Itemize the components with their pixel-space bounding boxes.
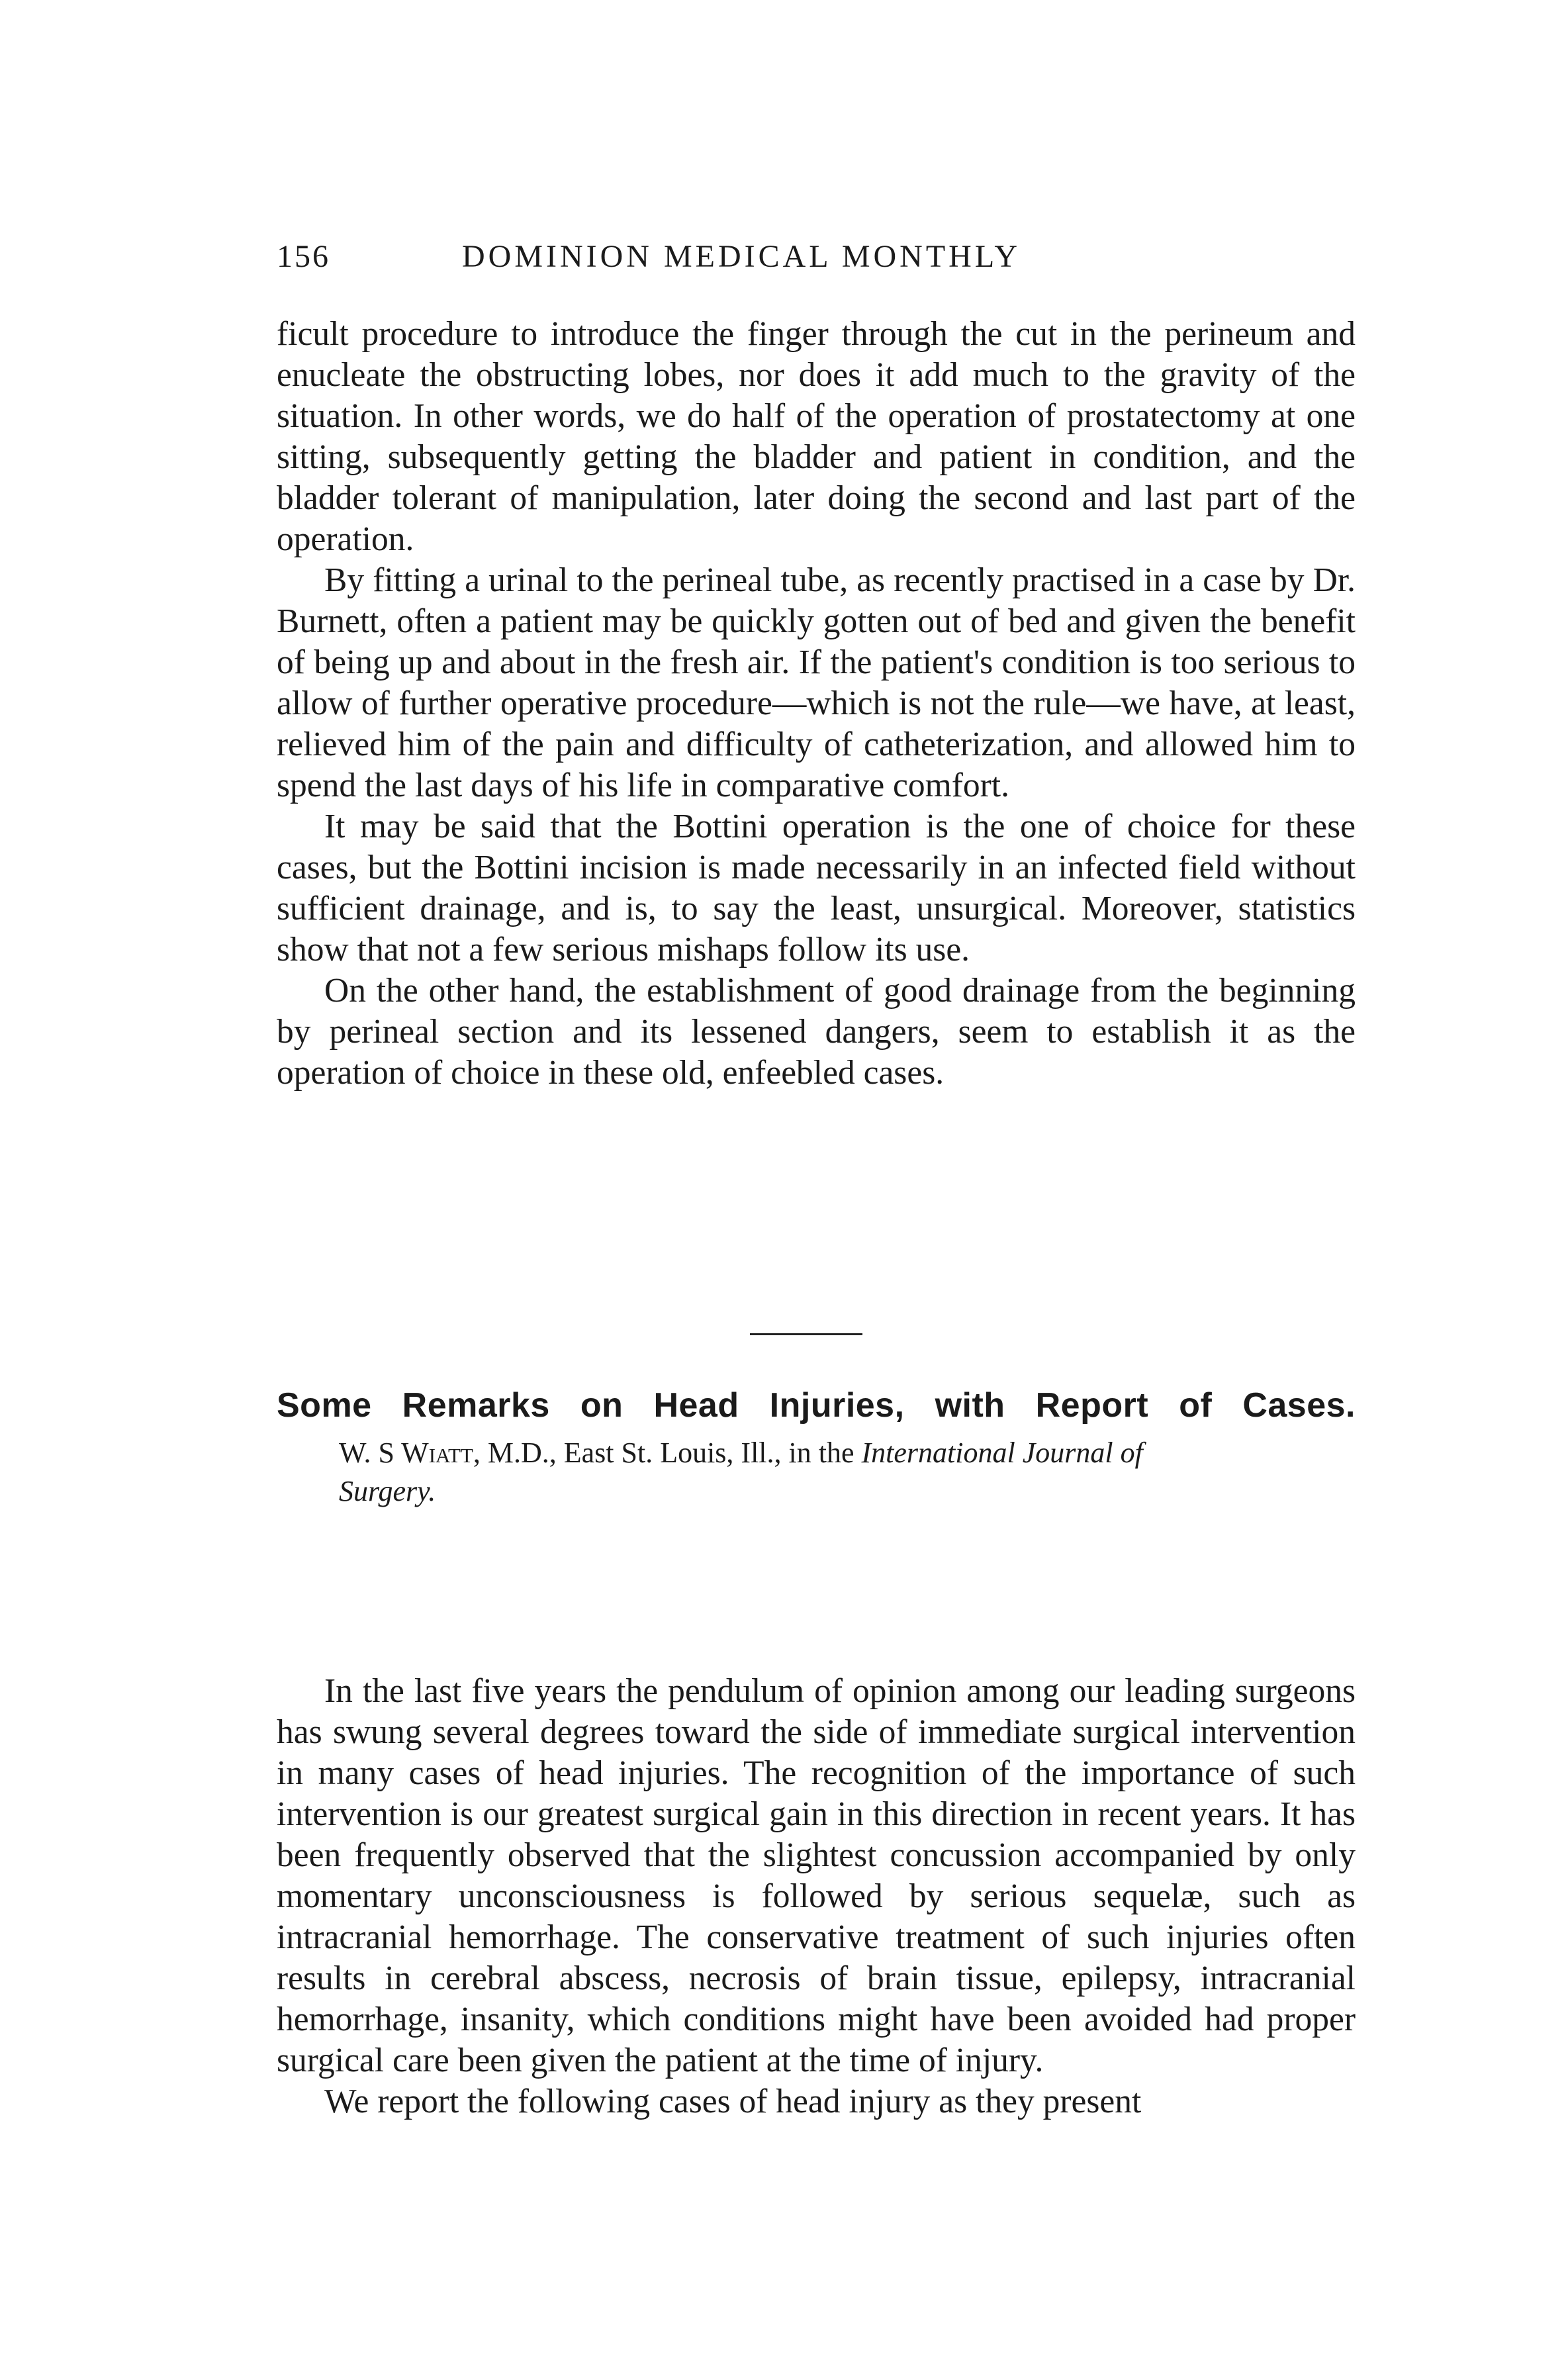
paragraph: We report the following cases of head injury as they present [324,2083,1142,2120]
journal-title: DOMINION MEDICAL MONTHLY [462,239,1021,274]
paragraph: ficult procedure to introduce the finger through the cut in the perineum and enucleate the obstructing lobes, nor does it add much to the gravity of the situation. In other words, we do half of the operation of prostatectomy at one sitting, subsequently getting the bladder and patient in condition, and the bladder tolerant of manipulation, later doing the second and last part of the operation. [277,315,1356,558]
running-header [277,238,1336,285]
article-byline [339,1434,1173,1511]
continued-article-text [277,314,1356,1094]
paragraph: By fitting a urinal to the perineal tube, as recently practised in a case by Dr. Burnett, often a patient may be quickly gotten out of bed and given the benefit of being up and about in the fresh air. If the patient's condition is too serious to allow of further operative procedure—which is not the rule—we have, at least, relieved him of the pain and difficulty of catheterization, and allowed him to spend the last days of his life in comparative comfort. [277,561,1356,804]
byline-source: International Journal of Surgery. [339,1437,1143,1507]
paragraph: It may be said that the Bottini operation is the one of choice for these cases, but the Bottini incision is made necessarily in an infected field without sufficient drainage, and is, to say the least, unsurgical. Moreover, statistics show that not a few serious mishaps follow its use. [277,808,1356,968]
paragraph: In the last five years the pendulum of opinion among our leading surgeons has swung several degrees toward the side of immediate surgical intervention in many cases of head injuries. The recognition of the importance of such intervention is our greatest surgical gain in this direction in recent years. It has been frequently observed that the slightest concussion accompanied by only momentary unconsciousness is followed by serious sequelæ, such as intracranial hemorrhage. The conservative treatment of such injuries often results in cerebral abscess, necrosis of brain tissue, epilepsy, intracranial hemorrhage, insanity, which conditions might have been avoided had proper surgical care been given the patient at the time of injury. [277,1672,1356,2079]
article-title: Some Remarks on Head Injuries, with Report of Cases. [277,1386,1356,1425]
byline-author: W. S Wiatt, M.D., [339,1437,557,1469]
section-divider [750,1333,862,1335]
paragraph: On the other hand, the establishment of good drainage from the beginning by perineal section and its lessened dangers, seem to establish it as the operation of choice in these old, enfeebled cases. [277,972,1356,1092]
article-body [277,1671,1356,2122]
page-number: 156 [277,239,330,274]
byline-location: East St. Louis, Ill., in the [556,1437,862,1469]
